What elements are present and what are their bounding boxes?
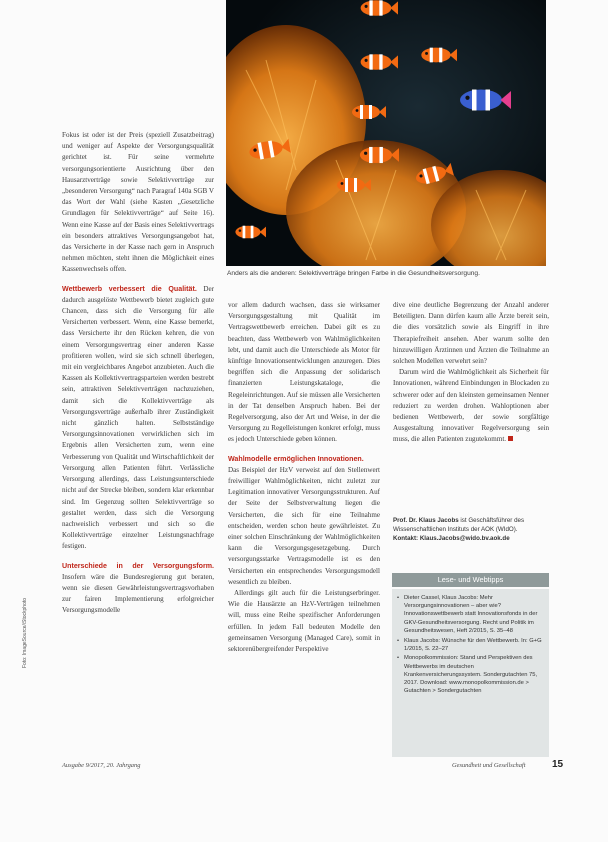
clownfish-coral-illustration xyxy=(226,0,546,266)
contact-email[interactable]: Klaus.Jacobs@wido.bv.aok.de xyxy=(419,534,510,542)
paragraph: dive eine deutliche Begrenzung der Anzahl anderer Beteiligten. Dann dürfen kaum alle Ärzte bereit sein, die dies vorsätzlich sowie als Eingriff in ihre Therapiefreiheit ansehen. Aber warum sollte den hinzuwilligen Ärztinnen und Ärzten die Teilnahme an solchen Modellen verwehrt sein? xyxy=(393,301,549,366)
column-3 xyxy=(393,300,549,446)
subheading: Unterschiede in der Versorgungsform. xyxy=(62,561,214,570)
footer-magazine: Gesundheit und Gesellschaft xyxy=(452,762,526,769)
page-number: 15 xyxy=(552,759,564,770)
author-role: ist Geschäftsführer des Wissenschaftlichen Instituts der AOK (WIdO). xyxy=(393,517,525,533)
article-photo xyxy=(226,0,546,266)
paragraph: vor allem dadurch wachsen, dass sie wirksamer Versorgungsgestaltung mit Qualität im Vertragswettbewerb erreichen. Dabei gilt es zu beachten, dass Wettbewerb von Wahlmöglichkeiten lebt, und damit auch die Unterschiede als Motor für künftige Innovationsentwicklungen anzuregen. Dies begriffen sich die Anpassung der solidarisch finanzierten Leistungskataloge, die Regeleinrichtungen. Auf sie müssen alle Versicherten in der Tat denselben Anspruch haben. Bei der Regelversorgung, also der Art und Weise, in der die Versorgung zu Regelleistungen konkret erfolgt, muss es jedoch Unterschiede geben können. xyxy=(228,301,380,444)
footer-issue: Ausgabe 9/2017, 20. Jahrgang xyxy=(62,762,141,769)
column-1 xyxy=(62,130,214,617)
author-info xyxy=(393,517,549,543)
infobox xyxy=(392,589,549,757)
infobox-title: Lese- und Webtipps xyxy=(392,573,549,587)
list-item: • Monopolkommission: Stand und Perspektiven des Wettbewerbs im deutschen Krankenversicherungssystem. Sondergutachten 75, 2017. Download: www.monopolkommission.de > Gutachten > Sondergutachten xyxy=(404,654,545,695)
paragraph xyxy=(62,561,214,617)
reading-list xyxy=(392,589,549,695)
paragraph xyxy=(393,367,549,445)
photo-credit: Foto: ImageSource/iStockphoto xyxy=(22,597,28,668)
list-item: • Klaus Jacobs: Wünsche für den Wettbewerb. In: G+G 1/2015, S. 22–27 xyxy=(404,637,545,653)
subheading-line xyxy=(228,454,380,465)
paragraph: Allerdings gilt auch für die Leistungserbringer. Wie die Hausärzte an HzV-Verträgen teilnehmen will, muss eine Reihe spezifischer Anforderungen erfüllen. In jedem Fall bedeuten Modelle den gemeinsamen Versorgung (Managed Care), somit in sektorenübergreifender Perspektive xyxy=(228,589,380,654)
subheading: Wahlmodelle ermöglichen Innovationen. xyxy=(228,454,364,463)
paragraph: Das Beispiel der HzV verweist auf den Stellenwert freiwilliger Wahlmöglichkeiten, nicht zuletzt zur Legitimation innovativer Versorgungsstrukturen. Auf der Seite der Selbstverwaltung liegen die Versicherten, die sich für eine Teilnahme entscheiden, werden schon heute gewährleistet. Zu einer solchen Einschränkung der Wahlmöglichkeiten kann die Versorgungsgesetzgebung. Durch versorgungsstarke Vertragsmodelle ist es den Versicherten ein entsprechendes Versorgungsmodell wesentlich zu bleiben. xyxy=(228,465,380,586)
end-mark xyxy=(508,436,513,441)
photo-caption: Anders als die anderen: Selektivverträge bringen Farbe in die Gesundheitsversorgung. xyxy=(227,270,480,277)
paragraph: Fokus ist oder ist der Preis (speziell Zusatzbeitrag) und weniger auf Aspekte der Versorgungsqualität gerichtet ist. Für seine vermehrte versorgungsorientierte Ausrichtung über den Hausarztverträge sowie Selektivverträge zur „besonderen Versorgung“ nach Paragraf 140a SGB V das Wort der Wahl (siehe Kasten „Gesetzliche Grundlagen für Selektivverträge“ auf Seite 16). Wenn eine Kasse auf der Basis eines Selektivvertrags ein besonders attraktives Versorgungsangebot hat, das Versicherte in der Kasse nach gern in Anspruch nehmen möchten, steht ihnen die Möglichkeit eines Kassenwechsels offen. xyxy=(62,131,214,274)
contact-label: Kontakt: xyxy=(393,534,419,542)
paragraph-text: Insofern wäre die Bundesregierung gut beraten, wenn sie diesen Gewährleistungsvertragsvorhaben zur fairen Implementierung erfolgreicher Versorgungsmodelle xyxy=(62,572,214,615)
subheading: Wettbewerb verbessert die Qualität. xyxy=(62,284,197,293)
list-item: • Dieter Cassel, Klaus Jacobs: Mehr Versorgungsinnovationen – aber wie? Innovationswettbewerb statt Innovationsfonds in der GKV-Gesundheitsversorgung. Recht und Politik im Gesundheitswesen, Heft 2/2015, S. 35–48 xyxy=(404,594,545,635)
column-2 xyxy=(228,300,380,655)
author-name: Prof. Dr. Klaus Jacobs xyxy=(393,517,459,524)
paragraph xyxy=(62,284,214,553)
paragraph-text: Darum wird die Wahlmöglichkeit als Sicherheit für Innovationen, während Einbindungen in Blockaden zu schwerer oder auf den kleinsten gemeinsamen Nenner reduziert zu werden drohen. Wahloptionen aber bedienen Wettbewerb, der sowie sorgfältige Ausgestaltung innovativer Regelversorgung sein muss, die allen Patienten zugutekommt. xyxy=(393,368,549,444)
paragraph-text: Der dadurch ausgelöste Wettbewerb bietet zugleich gute Chancen, dass sich die Versorgung für alle Versicherten verbessert. Wenn, eine Kasse bemerkt, dass Versicherte ihr den Rücken kehren, die von einem Versorgungsvertrag einer anderen Kasse profitieren wollen, wird sie sich schnell überlegen, mit ein vergleichbares Angebot anzubieten. Auch die Kassen als Kollektivvertragsparteien werden bestrebt sein, attraktiven Selektivverträgen nachzuziehen, damit sich die Kollektivverträge als Versorgungsverträge außerhalb ihrer Zuständigkeit nicht gänzlich halten. Selbstständige Versorgungsinnovationen verwirklichen sich im Ergebnis allen Versicherten zum, wenn eine Verbesserung von Qualität und Wirtschaftlichkeit der Versorgung allen Patienten führt. Verlässliche Versorgung allerdings, dass Leistungsunterschiede nicht auf der Strecke bleiben, sondern klar erkennbar sind. Im Gegenzug sollten Selektivverträge so gestaltet werden, dass sich die Versorgung nachweislich verbessert und sich so die Kollektivverträge einzelner Leistungsnachfrage festigen. xyxy=(62,284,214,551)
